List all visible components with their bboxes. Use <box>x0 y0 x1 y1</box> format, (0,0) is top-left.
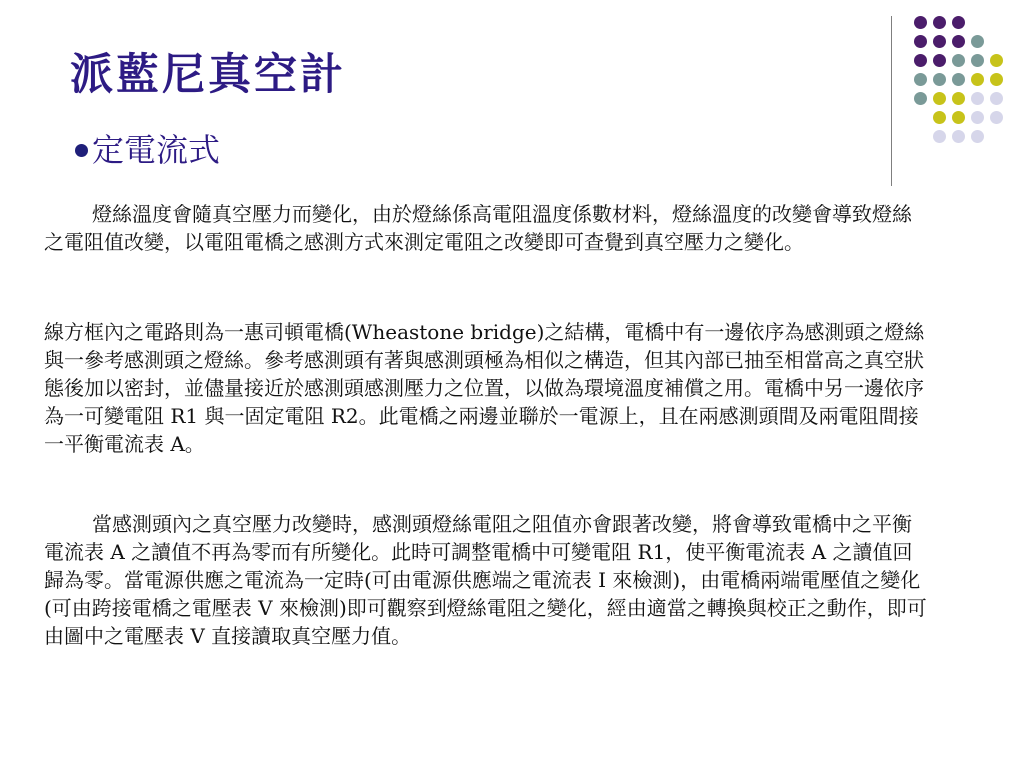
decorative-dot <box>933 16 946 29</box>
paragraph-filament-temperature: 燈絲溫度會隨真空壓力而變化，由於燈絲係高電阻溫度係數材料，燈絲溫度的改變會導致燈絲之電阻值改變，以電阻電橋之感測方式來測定電阻之改變即可查覺到真空壓力之變化。 <box>44 202 912 254</box>
vertical-divider <box>891 16 892 186</box>
decorative-dot <box>971 130 984 143</box>
decorative-dot <box>971 111 984 124</box>
decorative-dot <box>990 111 1003 124</box>
slide-subtitle: 定電流式 <box>92 131 221 169</box>
decorative-dot <box>971 35 984 48</box>
decorative-dot <box>952 130 965 143</box>
decorative-dot <box>933 130 946 143</box>
decorative-dot <box>914 54 927 67</box>
decorative-dot <box>952 111 965 124</box>
decorative-dot <box>933 35 946 48</box>
decorative-dot <box>952 16 965 29</box>
decorative-dot <box>971 92 984 105</box>
decorative-dot <box>933 92 946 105</box>
decorative-dot <box>933 54 946 67</box>
decorative-dot <box>990 73 1003 86</box>
decorative-dot <box>933 111 946 124</box>
decorative-dot <box>971 54 984 67</box>
paragraph-pressure-measurement: 當感測頭內之真空壓力改變時，感測頭燈絲電阻之阻值亦會跟著改變，將會導致電橋中之平衡電流表 A 之讀值不再為零而有所變化。此時可調整電橋中可變電阻 R1，使平衡電流表 A 之讀值回歸為零。當電源供應之電流為一定時(可由電源供應端之電流表 I 來檢測)，由電橋兩端電壓值之變化(可由跨接電橋之電壓表 V 來檢測)即可觀察到燈絲電阻之變化，經由適當之轉換與校正之動作，即可由圖中之電壓表 V 直接讀取真空壓力值。 <box>44 512 927 648</box>
decorative-dot <box>914 35 927 48</box>
bullet-icon <box>75 144 88 157</box>
decorative-dot <box>952 73 965 86</box>
decorative-dot <box>990 54 1003 67</box>
decorative-dot <box>952 92 965 105</box>
paragraph-wheatstone-bridge: 線方框內之電路則為一惠司頓電橋(Wheastone bridge)之結構，電橋中有一邊依序為感測頭之燈絲與一參考感測頭之燈絲。參考感測頭有著與感測頭極為相似之構造，但其內部已抽至相當高之真空狀態後加以密封，並儘量接近於感測頭感測壓力之位置，以做為環境溫度補償之用。電橋中另一邊依序為一可變電阻 R1 與一固定電阻 R2。此電橋之兩邊並聯於一電源上，且在兩感測頭間及兩電阻間接一平衡電流表 A。 <box>44 320 925 456</box>
subtitle-line <box>75 130 220 170</box>
decorative-dot <box>914 16 927 29</box>
decorative-dot <box>990 92 1003 105</box>
decorative-dot <box>914 73 927 86</box>
slide-title: 派藍尼真空計 <box>70 50 346 100</box>
decorative-dot <box>914 92 927 105</box>
decorative-dot <box>933 73 946 86</box>
decorative-dot <box>952 54 965 67</box>
decorative-dot <box>952 35 965 48</box>
decorative-dot <box>971 73 984 86</box>
